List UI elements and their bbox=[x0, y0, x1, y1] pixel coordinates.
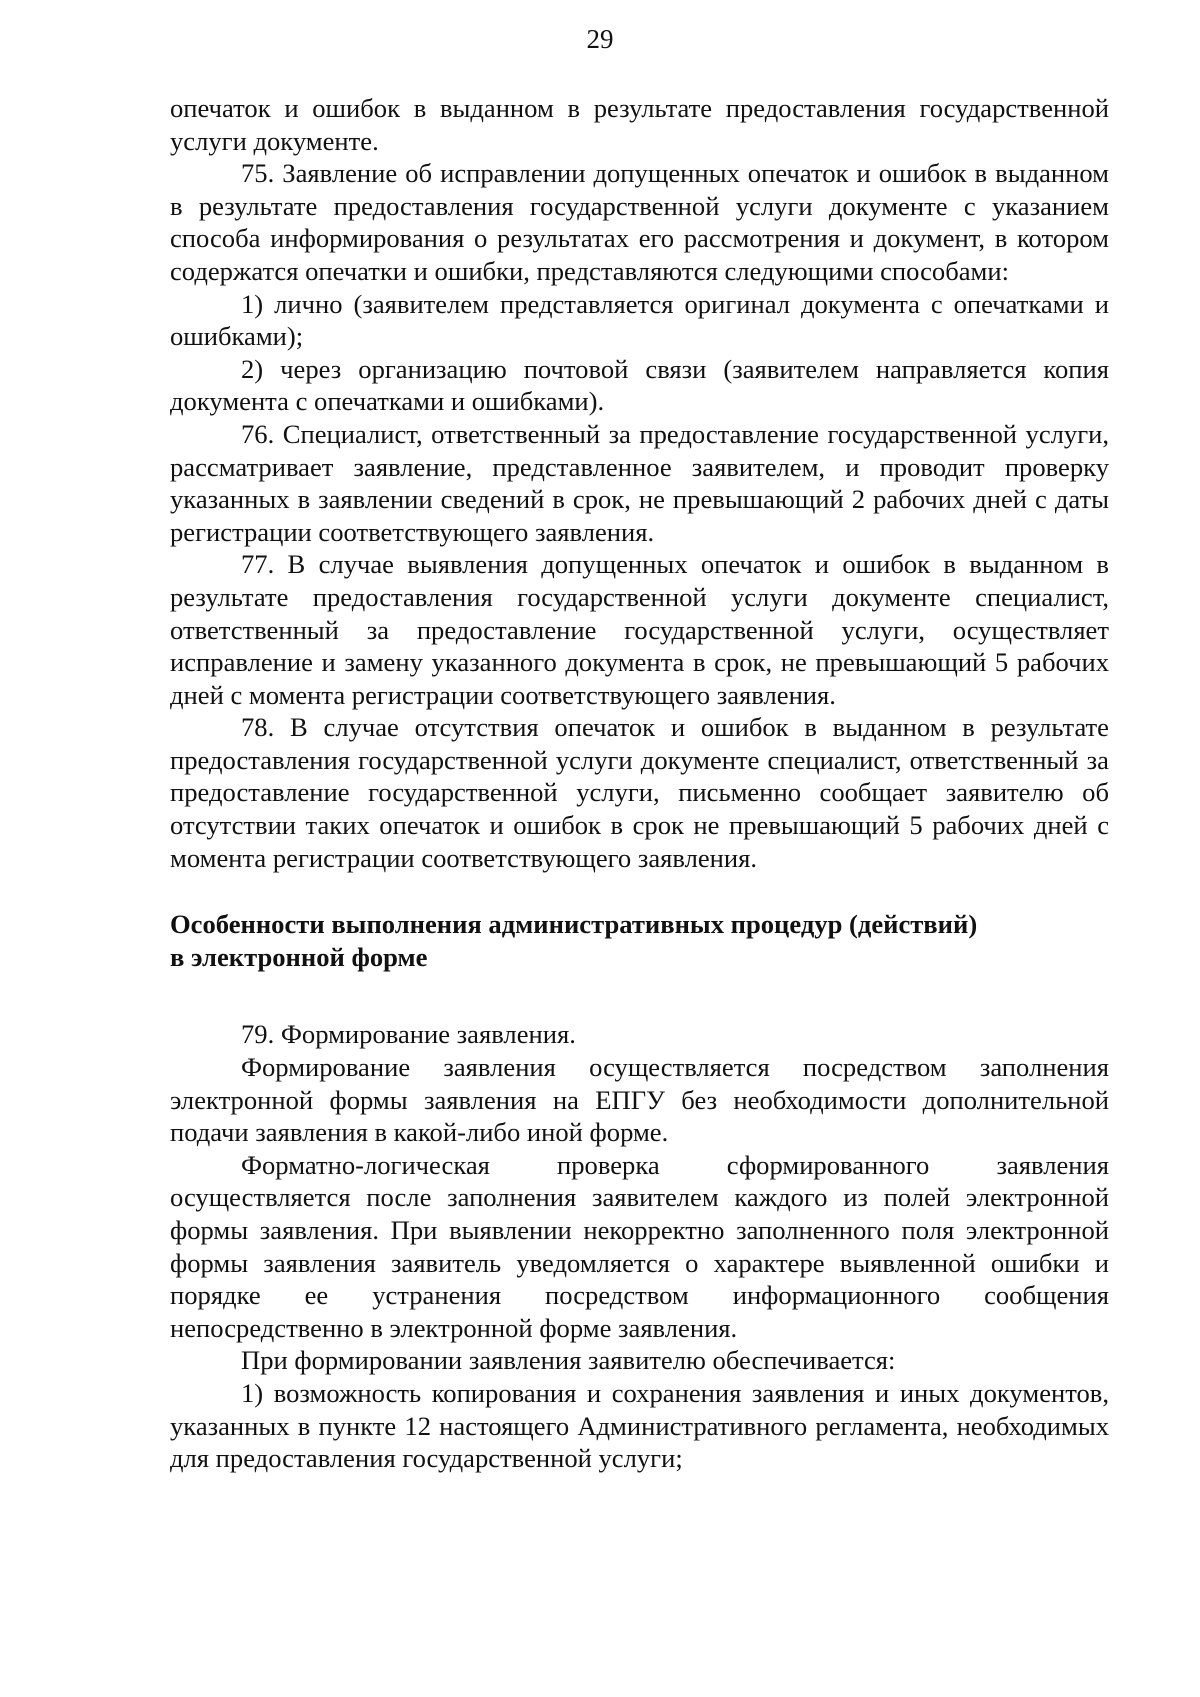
page-number: 29 bbox=[586, 24, 614, 54]
paragraph-78: 78. В случае отсутствия опечаток и ошибок в выданном в результате предоставления государственной услуги документе специалист, ответственный за предоставление государственной услуги, письменно сообщает заявителю об отсутствии таких опечаток и ошибок в срок не превышающий 5 рабочих дней с момента регистрации соответствующего заявления. bbox=[170, 712, 1109, 873]
paragraph-format-check: Форматно-логическая проверка сформированного заявления осуществляется после заполнения заявителем каждого из полей электронной формы заявления. При выявлении некорректно заполненного поля электронной формы заявления заявитель уведомляется о характере выявленной ошибки и порядке ее устранения посредством информационного сообщения непосредственно в электронной форме заявления. bbox=[170, 1149, 1109, 1343]
spacer bbox=[170, 874, 1109, 908]
section-heading-line-2: в электронной форме bbox=[170, 941, 428, 972]
list-item-79-1: 1) возможность копирования и сохранения заявления и иных документов, указанных в пункте 12 настоящего Административного регламента, необходимых для предоставления государственной услуги; bbox=[170, 1377, 1109, 1474]
paragraph-79: 79. Формирование заявления. bbox=[241, 1019, 576, 1050]
paragraph-continuation: опечаток и ошибок в выданном в результате предоставления государственной услуги документе. bbox=[170, 93, 1109, 156]
paragraph-75: 75. Заявление об исправлении допущенных опечаток и ошибок в выданном в результате предоставления государственной услуги документе с указанием способа информирования о результатах его рассмотрения и документ, в котором содержатся опечатки и ошибки, представляются следующими способами: bbox=[170, 158, 1109, 286]
list-item-75-2: 2) через организацию почтовой связи (заявителем направляется копия документа с опечатками и ошибками). bbox=[170, 353, 1109, 417]
document-body bbox=[170, 92, 1109, 1475]
paragraph-provided: При формировании заявления заявителю обеспечивается: bbox=[241, 1345, 896, 1376]
section-heading-line-1: Особенности выполнения административных процедур (действий) bbox=[170, 909, 978, 940]
spacer bbox=[170, 973, 1109, 1018]
list-item-75-1: 1) лично (заявителем представляется оригинал документа с опечатками и ошибками); bbox=[170, 288, 1109, 352]
paragraph-77: 77. В случае выявления допущенных опечаток и ошибок в выданном в результате предоставления государственной услуги документе специалист, ответственный за предоставление государственной услуги, осуществляет исправление и замену указанного документа в срок, не превышающий 5 рабочих дней с момента регистрации соответствующего заявления. bbox=[170, 549, 1109, 710]
paragraph-form-filling: Формирование заявления осуществляется посредством заполнения электронной формы заявления на ЕПГУ без необходимости дополнительной подачи заявления в какой-либо иной форме. bbox=[170, 1052, 1109, 1148]
paragraph-76: 76. Специалист, ответственный за предоставление государственной услуги, рассматривает заявление, представленное заявителем, и проводит проверку указанных в заявлении сведений в срок, не превышающий 2 рабочих дней с даты регистрации соответствующего заявления. bbox=[170, 418, 1109, 547]
